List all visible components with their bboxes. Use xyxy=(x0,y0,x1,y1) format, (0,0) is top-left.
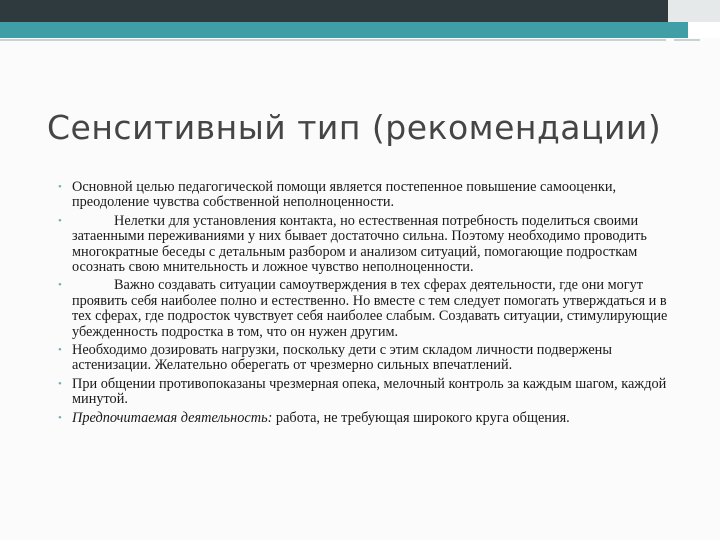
bullet-icon: • xyxy=(58,411,62,424)
bullet-list xyxy=(58,180,686,429)
bullet-icon: • xyxy=(58,377,62,390)
header-teal-corner xyxy=(688,22,720,38)
list-item xyxy=(58,411,686,426)
bullet-icon: • xyxy=(58,279,62,292)
list-item-text: Необходимо дозировать нагрузки, поскольку дети с этим складом личности подвержены астенизации. Желательно оберегать от чрезмерно сильных впечатлений. xyxy=(72,342,612,374)
header-divider-line-end xyxy=(674,39,700,41)
header-dark-bar xyxy=(0,0,720,22)
slide-title: Сенситивный тип (рекомендации) xyxy=(47,108,662,147)
bullet-icon: • xyxy=(58,214,62,227)
list-item-text: работа, не требующая широкого круга общения. xyxy=(272,409,570,426)
header-divider-line xyxy=(0,39,666,41)
header-teal-bar xyxy=(0,22,688,38)
header-corner-block xyxy=(668,0,720,22)
list-item xyxy=(58,214,686,276)
list-item xyxy=(58,377,686,408)
list-item xyxy=(58,278,686,340)
bullet-icon: • xyxy=(58,344,62,357)
list-item-text: Важно создавать ситуации самоутверждения в тех сферах деятельности, где они могут проявить себя наиболее полно и естественно. Но вместе с тем следует помогать утверждаться и в тех сферах, где подросток чувствует себя наиболее слабым. Создавать ситуации, стимулирующие убежденность подростка в том, что он нужен другим. xyxy=(72,277,668,340)
list-item-emphasis: Предпочитаемая деятельность: xyxy=(72,409,273,426)
list-item-text: При общении противопоказаны чрезмерная опека, мелочный контроль за каждым шагом, каждой минутой. xyxy=(72,375,667,408)
list-item xyxy=(58,343,686,374)
bullet-icon: • xyxy=(58,181,62,193)
list-item xyxy=(58,180,686,211)
list-item-text: Основной целью педагогической помощи является постепенное повышение самооценки, преодоление чувства собственной неполноценности. xyxy=(72,179,617,211)
list-item-text: Нелетки для установления контакта, но естественная потребность поделиться своими затаенными переживаниями у них бывает достаточно сильна. Поэтому необходимо проводить многократные беседы с детальным разбором и анализом ситуаций, помогающие подросткам осознать свою мнительность и ложное чувство неполноценности. xyxy=(72,212,647,276)
